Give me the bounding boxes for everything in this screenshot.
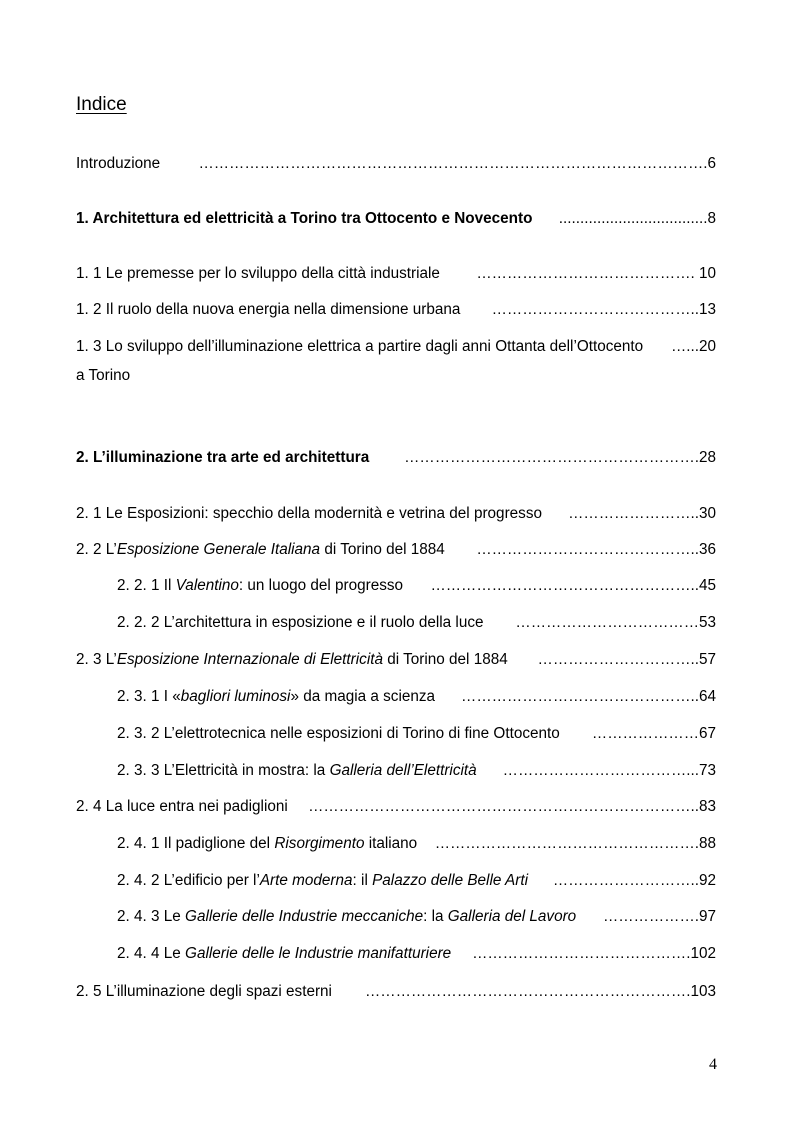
toc-title-italic-part: Gallerie delle Industrie meccaniche	[185, 908, 424, 925]
toc-page-number: 36	[698, 541, 716, 558]
toc-entry-leader	[435, 834, 716, 854]
toc-entry-title	[76, 301, 460, 318]
toc-title-italic-part: Valentino	[175, 577, 239, 594]
toc-title-italic-part: Arte moderna	[259, 872, 353, 889]
toc-title-part: 2. 3 L’	[76, 651, 117, 668]
toc-page-number: 67	[698, 725, 716, 742]
toc-entry-leader	[472, 944, 716, 964]
toc-entry-chapter-2	[76, 448, 716, 468]
toc-entry-2-3-1	[117, 687, 716, 707]
toc-title-part: 2. 4. 1 Il padiglione del	[117, 835, 275, 852]
toc-entry-title	[76, 338, 643, 355]
toc-entry-leader	[476, 264, 716, 284]
toc-title-part: Introduzione	[76, 155, 161, 172]
toc-entry-leader	[568, 504, 716, 524]
toc-page-number: .6	[703, 155, 716, 172]
toc-entry-title	[76, 505, 542, 522]
toc-entry-title	[76, 210, 532, 227]
toc-entry-leader	[476, 540, 716, 560]
toc-dot-leader: ………………………………………………………………………………………	[198, 155, 704, 172]
toc-title-part: 2. 4. 4 Le	[117, 945, 186, 962]
toc-dot-leader: …………………	[591, 725, 699, 742]
toc-title-italic-part: Galleria dell’Elettricità	[329, 762, 477, 779]
toc-entry-leader	[538, 650, 716, 670]
toc-page-number: .8	[703, 210, 716, 227]
toc-entry-leader	[492, 300, 716, 320]
toc-entry-1-3-continuation: a Torino	[76, 367, 131, 384]
toc-page-number: 103	[690, 983, 716, 1000]
toc-entry-2-4-1	[117, 834, 716, 854]
toc-entry-title	[117, 725, 560, 742]
toc-title-part: di Torino del 1884	[382, 651, 508, 668]
toc-title-italic-part: bagliori luminosi	[180, 688, 291, 705]
toc-entry-2-3-2	[117, 724, 716, 744]
toc-title-part: » da magia a scienza	[290, 688, 436, 705]
toc-dot-leader: ……………………………………………	[434, 835, 695, 852]
toc-entry-1-1	[76, 264, 716, 284]
toc-entry-title	[76, 265, 440, 282]
toc-entry-title	[76, 983, 332, 1000]
toc-title-part: 1. 1 Le premesse per lo sviluppo della città industriale	[76, 265, 440, 282]
toc-title-part: 2. 4. 2 L’edificio per l’	[117, 872, 260, 889]
toc-page-number: .88	[694, 835, 716, 852]
toc-title-part: 1. Architettura ed elettricità a Torino tra Ottocento e Novecento	[76, 210, 533, 227]
toc-entry-2-3-3	[117, 761, 716, 781]
toc-title-italic-part: Galleria del Lavoro	[447, 908, 577, 925]
toc-entry-title	[76, 449, 369, 466]
toc-entry-title	[76, 541, 445, 558]
toc-entry-2-4-3	[117, 907, 716, 927]
toc-dot-leader: ………………………..	[552, 872, 699, 889]
toc-title-part: 1. 3 Lo sviluppo dell’illuminazione elettrica a partire dagli anni Ottanta dell’Ottocento	[76, 338, 644, 355]
toc-dot-leader: …………………………………….	[472, 945, 691, 962]
toc-page-number: 92	[698, 872, 716, 889]
toc-entry-chapter-1	[76, 209, 716, 229]
toc-page-number: 102	[690, 945, 716, 962]
toc-title-part: : un luogo del progresso	[238, 577, 404, 594]
toc-title-part: 2. L’illuminazione tra arte ed architettura	[76, 449, 370, 466]
toc-entry-leader	[461, 687, 716, 707]
toc-entry-2-4	[76, 797, 716, 817]
toc-entry-introduction	[76, 154, 716, 174]
toc-entry-title	[76, 155, 160, 172]
toc-page-number: 83	[698, 798, 716, 815]
toc-entry-title	[117, 945, 451, 962]
toc-title-part: italiano	[364, 835, 418, 852]
toc-title-part: 2. 3. 2 L’elettrotecnica nelle esposizioni di Torino di fine Ottocento	[117, 725, 560, 742]
toc-title-part: 2. 2. 2 L’architettura in esposizione e il ruolo della luce	[117, 614, 484, 631]
toc-page-number: 45	[698, 577, 716, 594]
toc-title-italic-part: Gallerie delle le Industrie manifatturiere	[185, 945, 452, 962]
toc-dot-leader: ………………………………	[515, 614, 699, 631]
toc-page-number: 57	[698, 651, 716, 668]
toc-entry-2-1	[76, 504, 716, 524]
toc-entry-leader	[559, 209, 716, 229]
toc-entry-2-5	[76, 982, 716, 1002]
toc-dot-leader: …………………………..	[537, 651, 699, 668]
toc-dot-leader: ………………………………………..	[461, 688, 699, 705]
toc-entry-2-2-1	[117, 576, 716, 596]
toc-entry-1-2	[76, 300, 716, 320]
toc-page-number: 97	[698, 908, 716, 925]
toc-entry-leader	[603, 907, 716, 927]
toc-title-part: 2. 4. 3 Le	[117, 908, 186, 925]
toc-dot-leader: …………………………………………………………………..	[308, 798, 699, 815]
toc-entry-title	[117, 762, 477, 779]
toc-entry-title	[117, 614, 484, 631]
toc-title-part: 1. 2 Il ruolo della nuova energia nella dimensione urbana	[76, 301, 461, 318]
toc-entry-title	[117, 872, 528, 889]
toc-dot-leader: …………………………………..	[491, 301, 699, 318]
toc-entry-leader	[503, 761, 716, 781]
toc-title-part: 2. 2. 1 Il	[117, 577, 176, 594]
toc-entry-title	[76, 798, 288, 815]
toc-title-part: 2. 3. 3 L’Elettricità in mostra: la	[117, 762, 330, 779]
toc-dot-leader: ……………………..	[568, 505, 699, 522]
toc-page-number: 28	[698, 449, 716, 466]
toc-dot-leader: ..................................	[558, 210, 704, 227]
toc-entry-leader	[404, 448, 716, 468]
toc-entry-2-2	[76, 540, 716, 560]
toc-entry-title	[117, 835, 417, 852]
toc-entry-2-4-2	[117, 871, 716, 891]
toc-title-part: : il	[352, 872, 373, 889]
toc-entry-leader	[671, 337, 716, 357]
toc-title-part: 2. 5 L’illuminazione degli spazi esterni	[76, 983, 332, 1000]
toc-entry-2-3	[76, 650, 716, 670]
toc-dot-leader: ………………………………………………….	[404, 449, 699, 466]
toc-entry-1-3	[76, 337, 716, 357]
toc-page-number: 64	[698, 688, 716, 705]
toc-title-italic-part: Esposizione Generale Italiana	[116, 541, 321, 558]
toc-entry-leader	[592, 724, 716, 744]
toc-dot-leader: ……………………………………………………….	[364, 983, 691, 1000]
toc-entry-title	[117, 688, 435, 705]
toc-title-italic-part: Esposizione Internazionale di Elettricità	[116, 651, 383, 668]
toc-entry-leader	[365, 982, 716, 1002]
toc-heading: Indice	[76, 94, 127, 115]
toc-title-italic-part: Palazzo delle Belle Arti	[372, 872, 528, 889]
toc-entry-leader	[308, 797, 716, 817]
page-number: 4	[709, 1056, 717, 1073]
toc-title-part: 2. 2 L’	[76, 541, 117, 558]
toc-dot-leader: …...	[670, 338, 699, 355]
toc-entry-leader	[553, 871, 716, 891]
toc-page-number: 20	[698, 338, 716, 355]
toc-dot-leader: …………………………………….	[476, 265, 699, 282]
toc-page-number: 30	[698, 505, 716, 522]
toc-entry-leader	[198, 154, 716, 174]
toc-dot-leader: ……………………………………..	[476, 541, 699, 558]
toc-page-number: 10	[698, 265, 716, 282]
toc-entry-title	[117, 577, 403, 594]
toc-page-number: 73	[698, 762, 716, 779]
toc-title-part: : la	[423, 908, 448, 925]
toc-dot-leader: ……………………………………………..	[430, 577, 699, 594]
toc-title-part: 2. 3. 1 I «	[117, 688, 181, 705]
toc-entry-leader	[430, 576, 716, 596]
toc-entry-title	[76, 651, 508, 668]
toc-title-part: 2. 4 La luce entra nei padiglioni	[76, 798, 288, 815]
toc-page-number: 13	[698, 301, 716, 318]
toc-page-number: 53	[698, 614, 716, 631]
toc-entry-title	[117, 908, 576, 925]
toc-entry-2-4-4	[117, 944, 716, 964]
toc-dot-leader: ……………….	[602, 908, 699, 925]
toc-title-part: 2. 1 Le Esposizioni: specchio della modernità e vetrina del progresso	[76, 505, 542, 522]
toc-entry-2-2-2	[117, 613, 716, 633]
toc-entry-leader	[515, 613, 716, 633]
toc-dot-leader: ………………………………...	[502, 762, 699, 779]
toc-title-part: di Torino del 1884	[320, 541, 445, 558]
toc-title-italic-part: Risorgimento	[274, 835, 365, 852]
